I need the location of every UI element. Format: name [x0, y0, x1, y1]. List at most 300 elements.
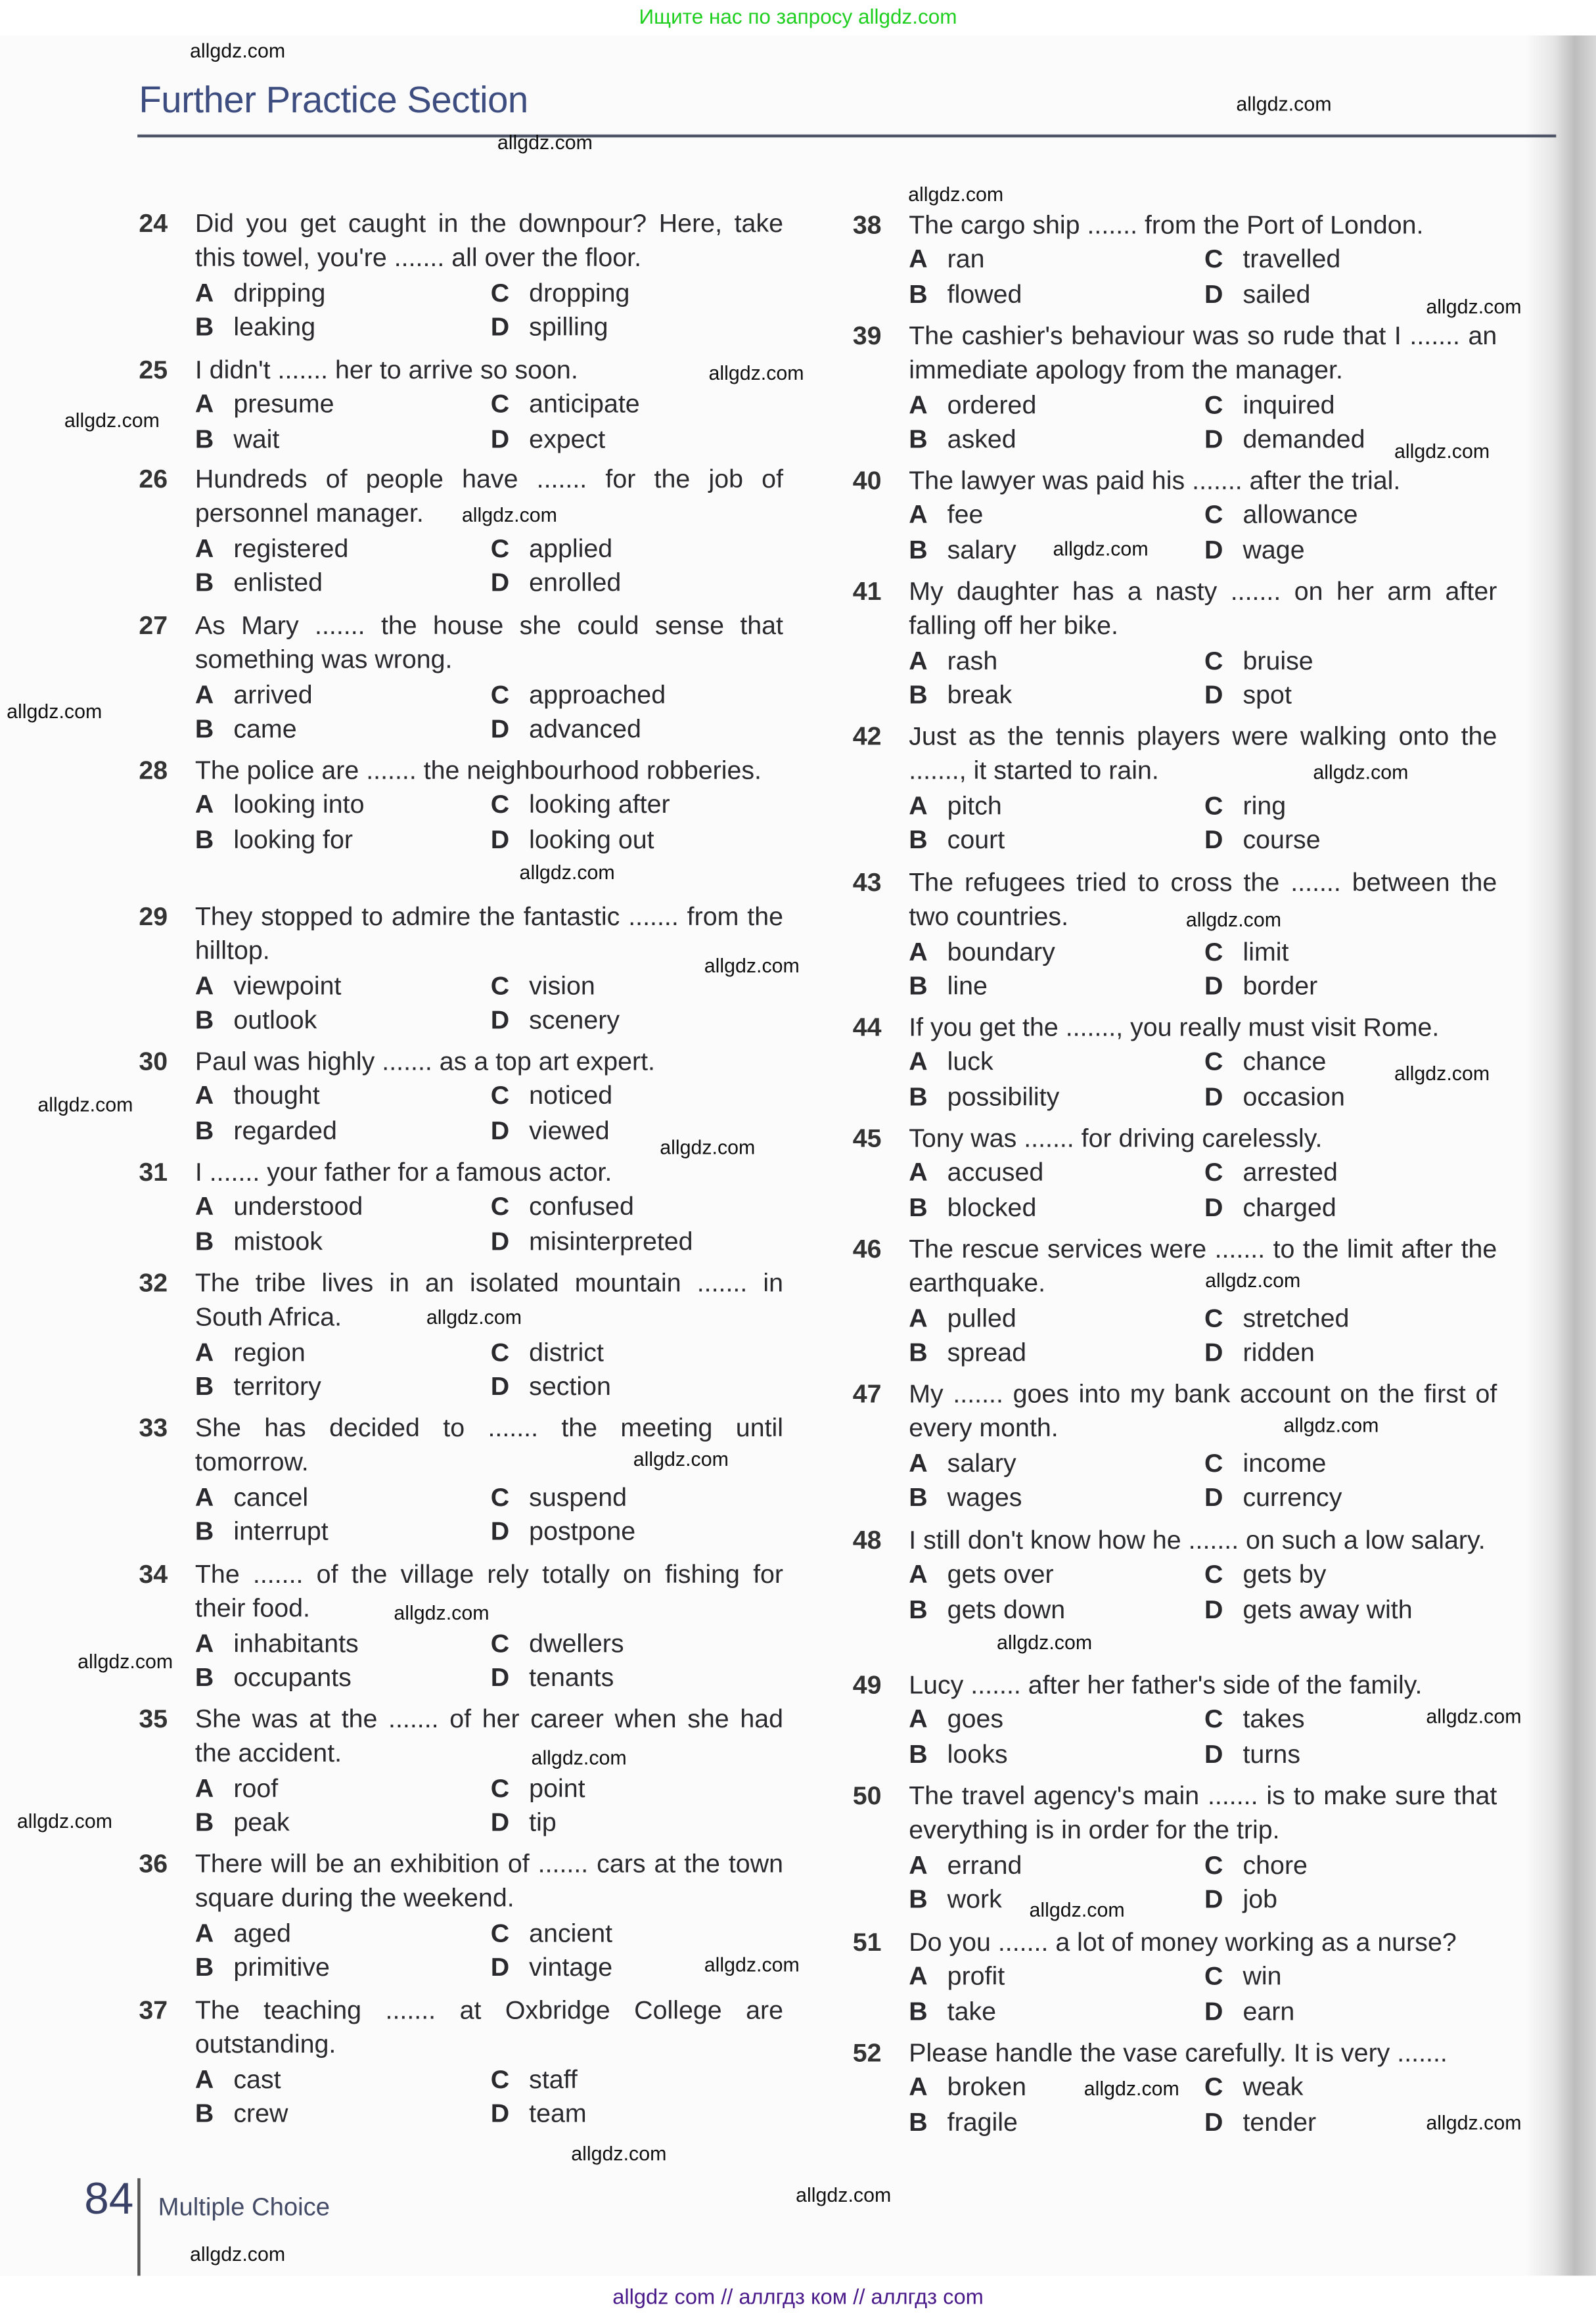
answer-options — [195, 678, 783, 747]
question-text: My ....... goes into my bank account on the first of every month. — [909, 1378, 1497, 1444]
option-text: asked — [947, 424, 1016, 454]
option-letter: B — [194, 1516, 214, 1547]
question-text: The police are ....... the neighbourhood robberies. — [194, 755, 762, 785]
watermark: allgdz.com — [1426, 2110, 1522, 2133]
watermark: allgdz.com — [796, 2183, 892, 2206]
page-number: 84 — [84, 2175, 134, 2224]
option-b — [195, 1806, 491, 1841]
question-30 — [139, 1045, 783, 1149]
option-letter: C — [1204, 2072, 1223, 2103]
option-letter: C — [490, 277, 510, 307]
watermark: allgdz.com — [519, 861, 615, 883]
option-text: confused — [529, 1191, 634, 1221]
option-letter: D — [490, 1226, 510, 1256]
question-number: 25 — [139, 354, 168, 384]
watermark: allgdz.com — [37, 1093, 133, 1115]
option-letter: D — [490, 2099, 510, 2129]
option-letter: A — [194, 1191, 214, 1221]
option-letter: C — [490, 1191, 510, 1221]
option-text: viewed — [529, 1115, 610, 1145]
option-text: dropping — [529, 277, 630, 307]
option-text: expect — [529, 424, 606, 454]
option-letter: A — [194, 1628, 214, 1658]
option-letter: C — [1204, 1047, 1223, 1077]
option-text: sailed — [1243, 279, 1311, 309]
question-24 — [139, 207, 783, 346]
question-number: 44 — [852, 1012, 882, 1042]
option-d — [491, 566, 787, 601]
option-b — [909, 2106, 1204, 2141]
question-41 — [853, 575, 1497, 714]
watermark: allgdz.com — [190, 39, 286, 62]
watermark: allgdz.com — [78, 1650, 173, 1672]
option-text: weak — [1243, 2072, 1304, 2103]
option-letter: D — [490, 1808, 510, 1838]
option-letter: B — [194, 1115, 214, 1145]
option-letter: D — [490, 1516, 510, 1547]
header-rule — [137, 135, 1556, 137]
option-c — [491, 1917, 787, 1951]
question-text: The cargo ship ....... from the Port of London. — [909, 210, 1424, 240]
option-text: accused — [947, 1157, 1044, 1187]
option-c — [1204, 388, 1500, 423]
option-letter: C — [1204, 1850, 1223, 1880]
option-letter: D — [490, 312, 510, 342]
watermark: allgdz.com — [660, 1135, 756, 1158]
option-d — [491, 1806, 787, 1841]
option-text: occasion — [1243, 1081, 1345, 1111]
option-letter: B — [194, 568, 214, 598]
option-text: scenery — [529, 1005, 620, 1035]
option-d — [491, 1661, 787, 1696]
option-c — [491, 788, 787, 823]
option-d — [491, 1225, 787, 1260]
option-text: outlook — [233, 1005, 317, 1035]
question-text: As Mary ....... the house she could sense that something was wrong. — [194, 610, 784, 675]
option-letter: A — [194, 789, 214, 819]
option-letter: D — [1204, 279, 1223, 309]
option-text: team — [529, 2099, 587, 2129]
option-a — [909, 1302, 1204, 1336]
question-32 — [139, 1266, 783, 1405]
question-text: Just as the tennis players were walking onto the ......., it started to rain. — [909, 721, 1497, 786]
option-letter: B — [909, 279, 928, 309]
option-letter: A — [909, 1559, 928, 1589]
option-text: gets over — [947, 1559, 1054, 1589]
question-text: Lucy ....... after her father's side of the family. — [909, 1670, 1423, 1700]
option-a — [195, 276, 491, 311]
option-text: inquired — [1243, 390, 1335, 420]
option-text: fee — [947, 500, 984, 530]
watermark: allgdz.com — [1053, 537, 1149, 560]
option-a — [909, 1960, 1204, 1995]
option-b — [195, 1114, 491, 1149]
option-text: gets away with — [1243, 1594, 1413, 1624]
question-29 — [139, 900, 783, 1039]
option-letter: B — [909, 1594, 928, 1624]
option-text: charged — [1243, 1192, 1336, 1222]
question-number: 33 — [139, 1413, 168, 1443]
option-b — [909, 1481, 1204, 1516]
question-26 — [139, 463, 783, 601]
option-letter: C — [1204, 1961, 1223, 1992]
option-letter: B — [909, 1482, 928, 1513]
question-text: The travel agency's main ....... is to make sure that everything is in order for the trip. — [909, 1781, 1497, 1845]
option-c — [491, 1190, 787, 1225]
option-b — [195, 566, 491, 601]
answer-options — [909, 1848, 1497, 1917]
answer-options — [909, 1156, 1497, 1225]
option-letter: D — [1204, 1996, 1223, 2026]
option-c — [1204, 499, 1500, 534]
option-d — [1204, 1336, 1500, 1371]
option-text: luck — [947, 1047, 993, 1077]
option-a — [195, 1627, 491, 1662]
option-text: registered — [233, 533, 349, 563]
option-text: dwellers — [529, 1628, 624, 1658]
option-letter: B — [909, 424, 928, 454]
option-b — [909, 1738, 1204, 1773]
option-letter: A — [194, 1337, 214, 1367]
option-text: job — [1243, 1884, 1278, 1915]
option-d — [491, 1370, 787, 1405]
option-text: noticed — [529, 1081, 613, 1110]
option-text: mistook — [233, 1226, 323, 1256]
option-text: crew — [233, 2099, 288, 2129]
option-b — [909, 1080, 1204, 1115]
option-text: point — [529, 1773, 585, 1803]
option-letter: A — [194, 1482, 214, 1512]
option-a — [195, 2062, 491, 2097]
answer-options — [909, 1960, 1497, 2029]
option-text: boundary — [947, 936, 1055, 967]
option-text: goes — [947, 1704, 1004, 1735]
question-48 — [853, 1524, 1497, 1628]
question-text: I didn't ....... her to arrive so soon. — [194, 354, 578, 384]
option-text: enrolled — [529, 568, 622, 598]
option-letter: D — [1204, 1884, 1223, 1915]
option-letter: B — [909, 534, 928, 564]
option-text: win — [1243, 1961, 1282, 1992]
option-text: wage — [1243, 534, 1305, 564]
option-a — [909, 243, 1204, 278]
watermark: allgdz.com — [1313, 760, 1409, 783]
option-c — [491, 678, 787, 713]
watermark: allgdz.com — [7, 699, 103, 722]
question-number: 42 — [852, 721, 882, 751]
option-letter: D — [1204, 971, 1223, 1001]
option-letter: A — [194, 277, 214, 307]
option-letter: A — [909, 645, 928, 675]
option-a — [195, 969, 491, 1004]
watermark: allgdz.com — [394, 1601, 490, 1624]
option-d — [491, 311, 787, 346]
option-d — [1204, 1738, 1500, 1773]
question-number: 49 — [852, 1670, 882, 1700]
option-letter: D — [490, 714, 510, 744]
question-number: 43 — [852, 867, 882, 898]
option-letter: B — [909, 680, 928, 710]
option-letter: C — [1204, 1704, 1223, 1735]
watermark: allgdz.com — [633, 1447, 729, 1470]
question-25 — [139, 353, 783, 457]
question-text: Hundreds of people have ....... for the job of personnel manager. — [194, 464, 784, 528]
option-text: limit — [1243, 936, 1289, 967]
option-letter: B — [909, 1337, 928, 1367]
question-number: 52 — [852, 2037, 882, 2068]
option-letter: D — [1204, 1594, 1223, 1624]
option-text: earn — [1243, 1996, 1295, 2026]
option-text: advanced — [529, 714, 641, 744]
question-28 — [139, 754, 783, 857]
option-letter: A — [909, 936, 928, 967]
answer-options — [909, 1703, 1497, 1772]
option-text: line — [947, 971, 988, 1001]
watermark: allgdz.com — [1185, 908, 1282, 930]
option-a — [195, 532, 491, 566]
option-text: travelled — [1243, 244, 1341, 274]
option-b — [195, 422, 491, 457]
option-a — [909, 644, 1204, 679]
option-c — [491, 2062, 787, 2097]
watermark: allgdz.com — [1083, 2077, 1179, 2099]
option-a — [195, 1080, 491, 1114]
option-a — [909, 1156, 1204, 1191]
question-number: 40 — [852, 465, 882, 495]
option-text: tenants — [529, 1662, 614, 1693]
option-text: occupants — [233, 1662, 352, 1693]
question-number: 24 — [139, 208, 168, 239]
option-text: currency — [1243, 1482, 1342, 1513]
option-text: errand — [947, 1850, 1022, 1880]
option-text: dripping — [233, 277, 326, 307]
watermark: allgdz.com — [1283, 1413, 1379, 1436]
question-text: The refugees tried to cross the ....... between the two countries. — [909, 867, 1497, 932]
option-a — [195, 1336, 491, 1371]
option-text: rash — [947, 645, 998, 675]
option-text: gets by — [1243, 1559, 1327, 1589]
question-text: The teaching ....... at Oxbridge College are outstanding. — [194, 1995, 784, 2059]
option-text: leaking — [233, 312, 316, 342]
option-text: presume — [233, 389, 334, 419]
option-text: looking for — [233, 824, 353, 854]
question-51 — [853, 1926, 1497, 2030]
option-d — [1204, 534, 1500, 568]
option-text: came — [233, 714, 297, 744]
option-letter: D — [1204, 1192, 1223, 1222]
option-text: broken — [947, 2072, 1027, 2103]
watermark: allgdz.com — [1426, 294, 1522, 317]
option-text: spilling — [529, 312, 608, 342]
option-b — [195, 1004, 491, 1039]
question-number: 36 — [139, 1848, 168, 1878]
option-a — [909, 935, 1204, 970]
watermark: allgdz.com — [997, 1630, 1093, 1653]
question-number: 37 — [139, 1995, 168, 2025]
option-b — [909, 423, 1204, 458]
option-text: gets down — [947, 1594, 1066, 1624]
watermark: allgdz.com — [1029, 1898, 1125, 1921]
question-36 — [139, 1847, 783, 1986]
option-letter: C — [1204, 390, 1223, 420]
option-c — [491, 1771, 787, 1806]
option-d — [491, 823, 787, 857]
option-c — [491, 1627, 787, 1662]
option-text: thought — [233, 1081, 320, 1110]
question-text: They stopped to admire the fantastic ....... from the hilltop. — [194, 901, 784, 966]
watermark: allgdz.com — [426, 1306, 522, 1328]
option-letter: A — [194, 389, 214, 419]
question-text: Did you get caught in the downpour? Here, take this towel, you're ....... all over the floor. — [194, 208, 784, 273]
option-letter: D — [1204, 534, 1223, 564]
option-letter: C — [1204, 1447, 1223, 1478]
question-number: 46 — [852, 1233, 882, 1263]
option-text: approached — [529, 679, 666, 710]
option-a — [195, 1480, 491, 1515]
option-d — [1204, 1593, 1500, 1628]
watermark: allgdz.com — [190, 2242, 286, 2265]
option-letter: D — [1204, 825, 1223, 855]
option-letter: C — [1204, 790, 1223, 820]
watermark: allgdz.com — [531, 1746, 627, 1769]
option-a — [909, 1703, 1204, 1738]
option-text: ordered — [947, 390, 1037, 420]
answer-options — [195, 1336, 783, 1405]
question-text: The lawyer was paid his ....... after the trial. — [909, 465, 1401, 495]
option-a — [195, 788, 491, 823]
option-letter: B — [909, 1996, 928, 2026]
option-letter: D — [1204, 1482, 1223, 1513]
option-text: wait — [233, 424, 280, 454]
option-text: ridden — [1243, 1337, 1315, 1367]
option-b — [195, 2097, 491, 2132]
option-b — [195, 1661, 491, 1696]
option-letter: B — [909, 825, 928, 855]
question-number: 30 — [139, 1046, 168, 1076]
option-c — [491, 1480, 787, 1515]
option-a — [909, 1848, 1204, 1883]
option-letter: A — [194, 970, 214, 1001]
question-number: 48 — [852, 1525, 882, 1555]
answer-options — [195, 969, 783, 1038]
option-text: chore — [1243, 1850, 1308, 1880]
option-b — [195, 1225, 491, 1260]
option-d — [1204, 1080, 1500, 1115]
option-d — [491, 713, 787, 748]
option-b — [909, 823, 1204, 858]
option-letter: A — [909, 500, 928, 530]
question-text: If you get the ......., you really must visit Rome. — [909, 1012, 1440, 1042]
option-letter: B — [194, 1371, 214, 1401]
option-letter: A — [194, 533, 214, 563]
option-letter: D — [490, 568, 510, 598]
question-text: She was at the ....... of her career when she had the accident. — [194, 1704, 784, 1768]
answer-options — [909, 1558, 1497, 1627]
option-text: chance — [1243, 1047, 1327, 1077]
option-text: roof — [233, 1773, 279, 1803]
option-letter: A — [909, 390, 928, 420]
option-d — [1204, 1481, 1500, 1516]
watermark: allgdz.com — [1426, 1704, 1522, 1727]
question-text: Paul was highly ....... as a top art expert. — [194, 1046, 655, 1076]
option-c — [1204, 1446, 1500, 1481]
option-text: break — [947, 680, 1013, 710]
option-a — [195, 678, 491, 713]
option-letter: B — [909, 2106, 928, 2137]
answer-options — [195, 1480, 783, 1549]
option-letter: C — [1204, 244, 1223, 274]
option-letter: D — [490, 424, 510, 454]
question-33 — [139, 1411, 783, 1550]
option-text: take — [947, 1996, 997, 2026]
option-text: viewpoint — [233, 970, 342, 1001]
question-number: 51 — [852, 1926, 882, 1957]
option-letter: C — [1204, 645, 1223, 675]
watermark: allgdz.com — [1394, 1061, 1490, 1084]
option-text: blocked — [947, 1192, 1037, 1222]
question-text: I ....... your father for a famous actor. — [194, 1157, 612, 1187]
option-b — [195, 311, 491, 346]
option-text: looking out — [529, 824, 654, 854]
option-letter: C — [1204, 500, 1223, 530]
option-d — [491, 2097, 787, 2132]
option-text: applied — [529, 533, 613, 563]
answer-options — [195, 388, 783, 457]
option-c — [1204, 1156, 1500, 1191]
option-c — [491, 532, 787, 566]
option-b — [909, 1995, 1204, 2030]
option-b — [909, 1336, 1204, 1371]
option-a — [909, 499, 1204, 534]
question-27 — [139, 609, 783, 748]
option-letter: C — [1204, 936, 1223, 967]
option-text: demanded — [1243, 424, 1365, 454]
option-letter: B — [194, 424, 214, 454]
question-text: The tribe lives in an isolated mountain ....... in South Africa. — [194, 1267, 784, 1332]
option-text: interrupt — [233, 1516, 329, 1547]
option-letter: C — [490, 679, 510, 710]
question-number: 45 — [852, 1123, 882, 1153]
option-d — [1204, 1883, 1500, 1918]
question-number: 38 — [852, 210, 882, 240]
option-letter: D — [1204, 680, 1223, 710]
option-letter: C — [1204, 1157, 1223, 1187]
watermark: allgdz.com — [704, 953, 800, 976]
question-35 — [139, 1702, 783, 1841]
option-d — [491, 422, 787, 457]
option-d — [1204, 1191, 1500, 1225]
question-number: 31 — [139, 1157, 168, 1187]
answer-options — [195, 2062, 783, 2131]
option-letter: C — [490, 1337, 510, 1367]
question-text: There will be an exhibition of ....... cars at the town square during the weekend. — [194, 1848, 784, 1913]
question-number: 28 — [139, 755, 168, 785]
answer-options — [909, 1302, 1497, 1371]
option-a — [195, 388, 491, 422]
question-46 — [853, 1233, 1497, 1371]
option-letter: D — [490, 1952, 510, 1982]
option-letter: B — [909, 1081, 928, 1111]
option-letter: C — [490, 1773, 510, 1803]
option-text: flowed — [947, 279, 1022, 309]
option-a — [909, 789, 1204, 824]
option-b — [909, 1593, 1204, 1628]
option-text: spot — [1243, 680, 1292, 710]
question-number: 39 — [852, 321, 882, 351]
watermark: allgdz.com — [64, 408, 160, 431]
option-letter: C — [490, 1917, 510, 1947]
option-letter: C — [490, 533, 510, 563]
